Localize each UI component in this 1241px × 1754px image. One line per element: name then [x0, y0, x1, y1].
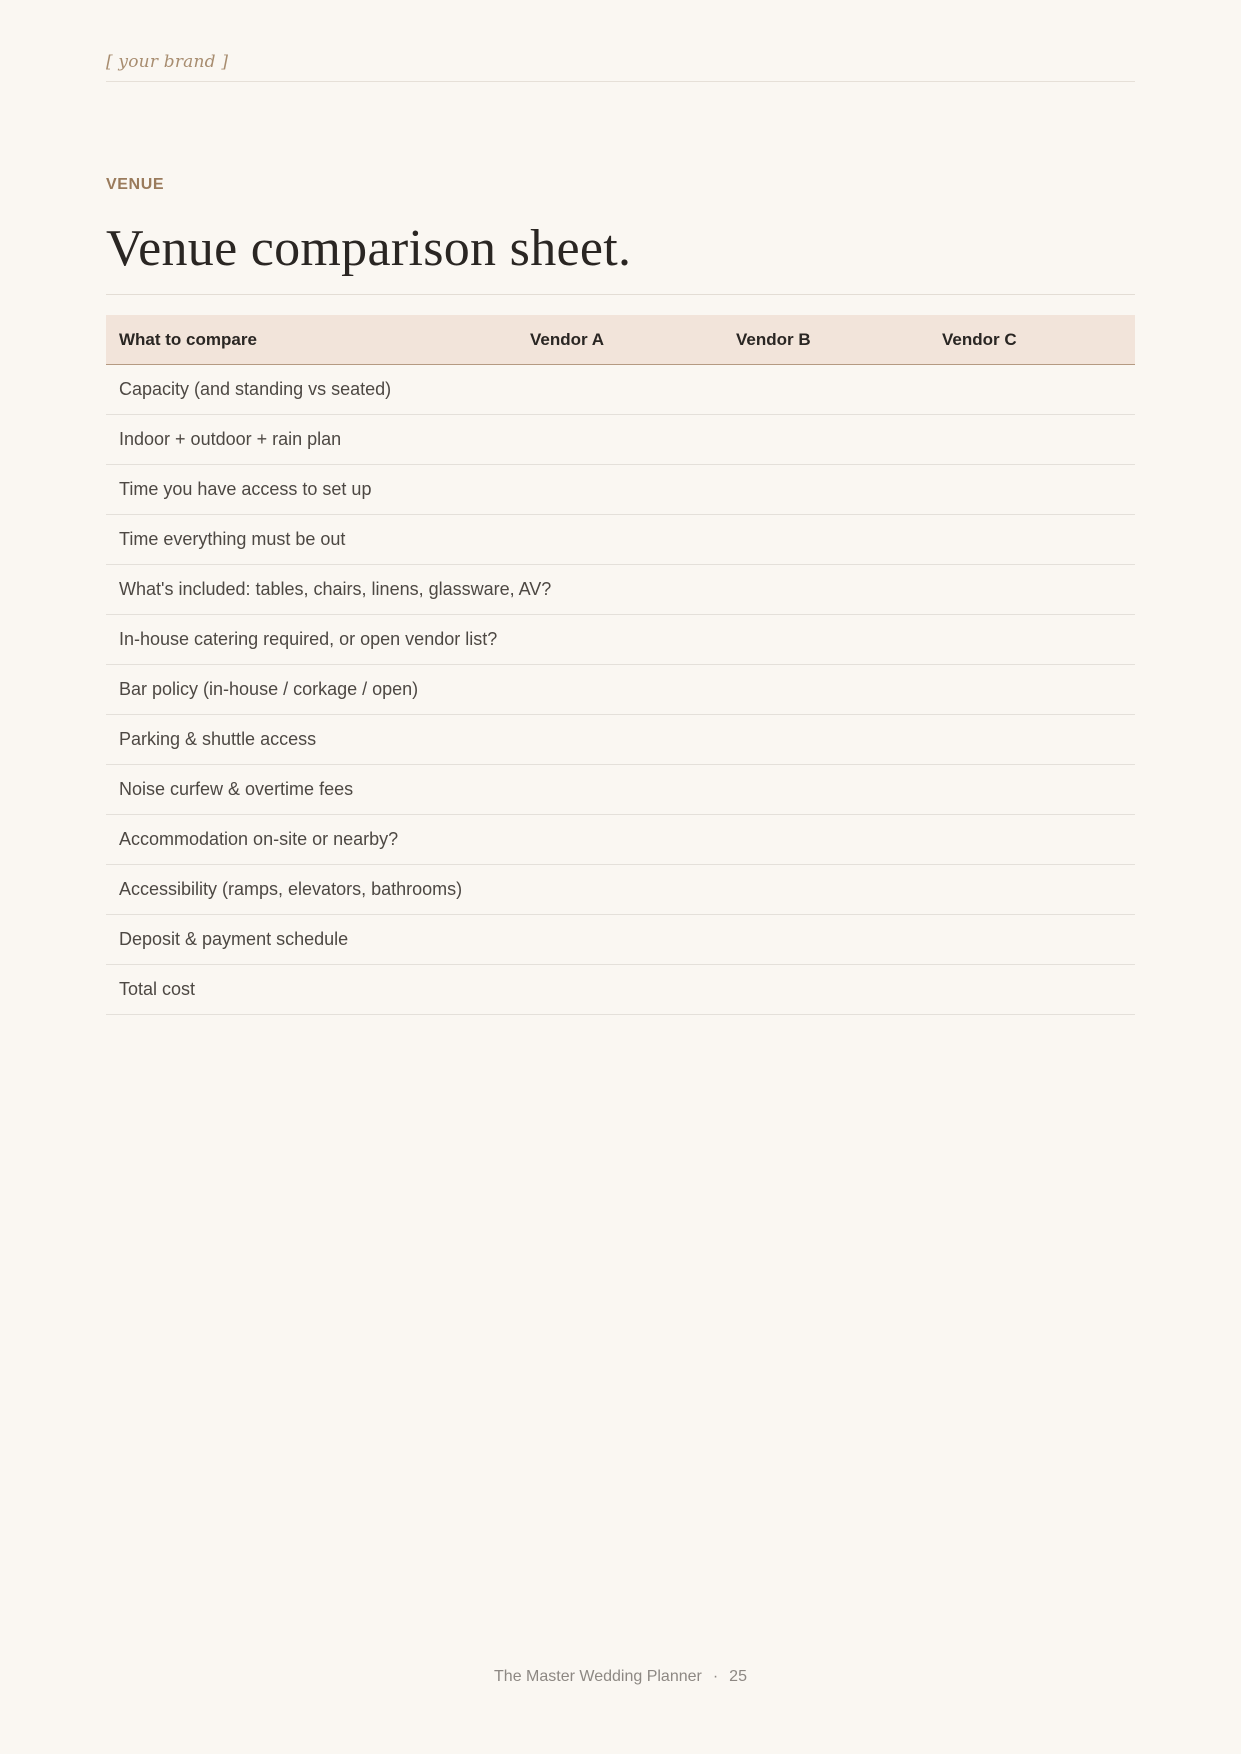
page: [106, 0, 1135, 1754]
page-footer: [0, 1668, 1241, 1686]
column-header-vendor-a: Vendor A: [530, 329, 604, 349]
table-row: [106, 565, 1135, 615]
criteria-label: Indoor + outdoor + rain plan: [119, 429, 342, 449]
criteria-label: Parking & shuttle access: [119, 729, 317, 749]
criteria-label: Capacity (and standing vs seated): [119, 379, 392, 399]
criteria-label: Deposit & payment schedule: [119, 929, 349, 949]
column-header-vendor-c: Vendor C: [942, 329, 1017, 349]
criteria-label: Accommodation on-site or nearby?: [119, 829, 399, 849]
table-row: [106, 365, 1135, 415]
title-divider: [106, 294, 1135, 295]
column-header-vendor-b: Vendor B: [736, 329, 811, 349]
table-row: [106, 465, 1135, 515]
criteria-label: Total cost: [119, 979, 196, 999]
table-row: [106, 415, 1135, 465]
table-row: [106, 615, 1135, 665]
criteria-label: Bar policy (in-house / corkage / open): [119, 679, 419, 699]
table-row: [106, 815, 1135, 865]
comparison-table: [106, 315, 1135, 1015]
table-row: [106, 865, 1135, 915]
table-row: [106, 915, 1135, 965]
criteria-label: In-house catering required, or open vendor list?: [119, 629, 498, 649]
table-row: [106, 715, 1135, 765]
table-header-row: [106, 315, 1135, 365]
column-header-criteria: What to compare: [119, 329, 257, 349]
criteria-label: What's included: tables, chairs, linens, glassware, AV?: [119, 579, 552, 599]
criteria-label: Noise curfew & overtime fees: [119, 779, 354, 799]
table-row: [106, 515, 1135, 565]
brand-placeholder: [ your brand ]: [106, 52, 229, 72]
criteria-label: Time you have access to set up: [119, 479, 372, 499]
page-number: 25: [729, 1668, 747, 1685]
table-row: [106, 965, 1135, 1015]
footer-book-title: The Master Wedding Planner: [494, 1668, 702, 1685]
criteria-label: Time everything must be out: [119, 529, 346, 549]
table-row: [106, 765, 1135, 815]
criteria-label: Accessibility (ramps, elevators, bathrooms): [119, 879, 463, 899]
page-title: Venue comparison sheet.: [106, 220, 632, 277]
section-eyebrow: VENUE: [106, 176, 165, 193]
footer-separator: ·: [712, 1668, 719, 1685]
header-divider: [106, 81, 1135, 82]
table-row: [106, 665, 1135, 715]
